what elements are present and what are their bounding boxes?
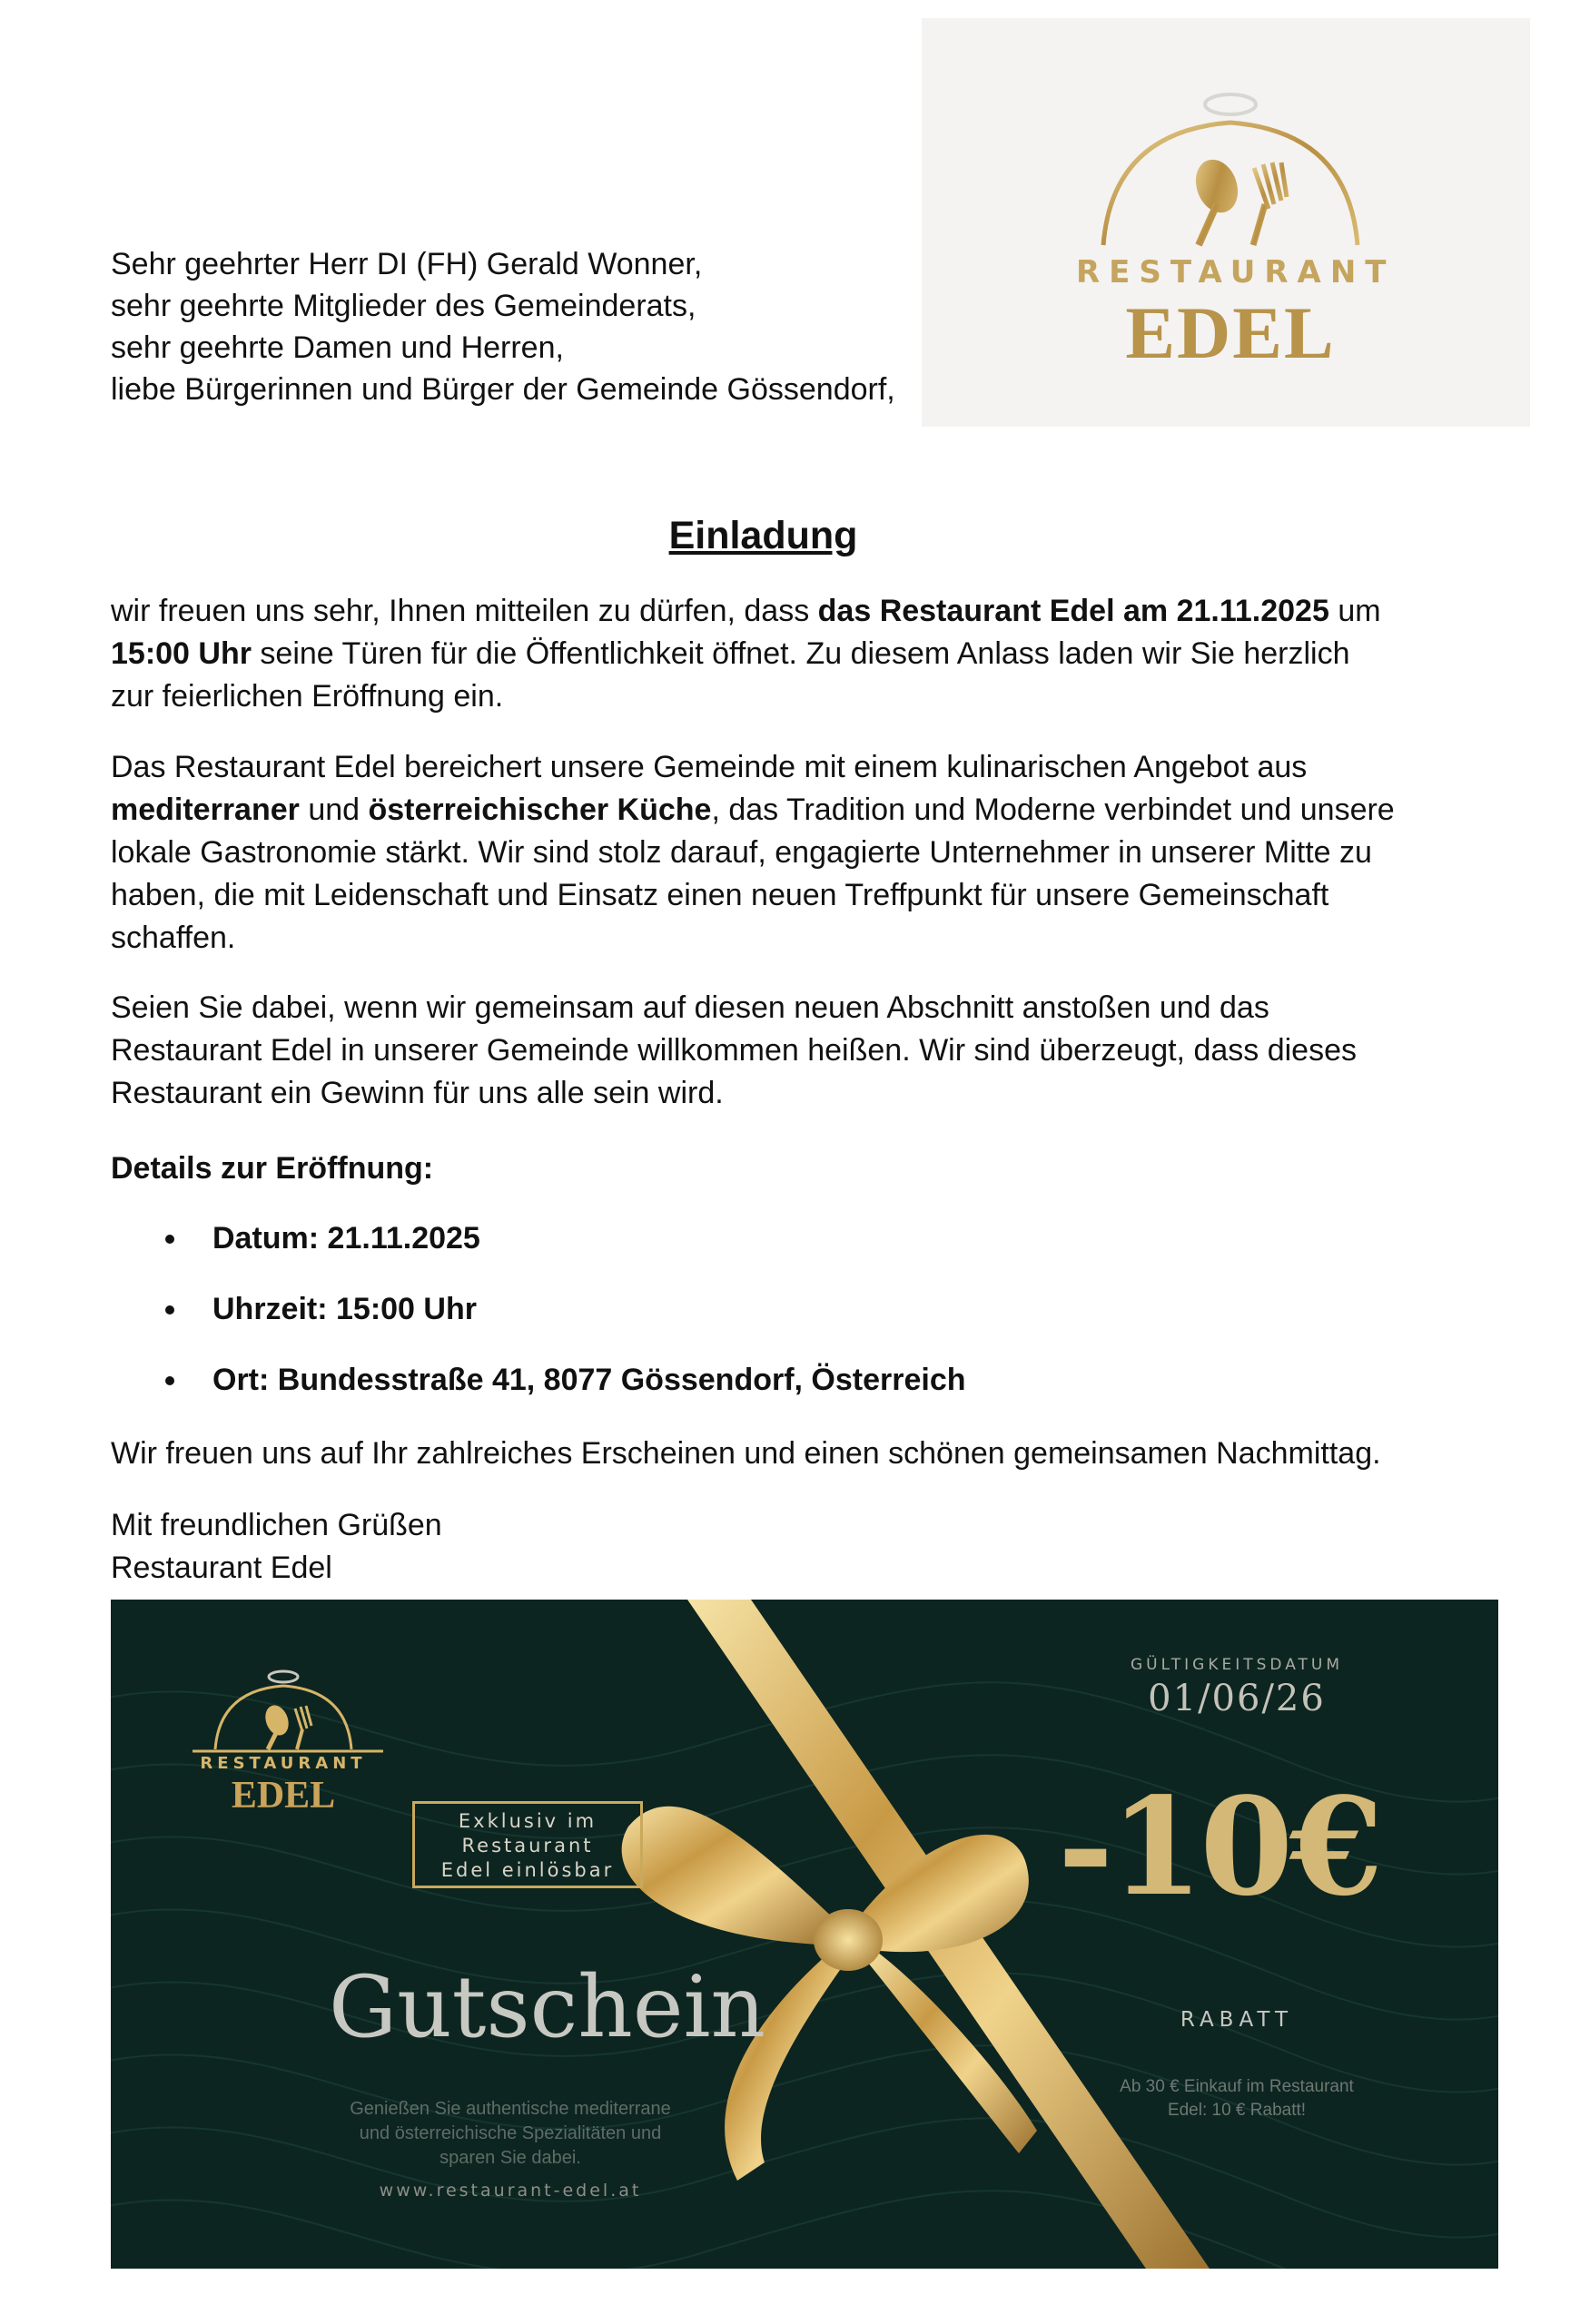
- paragraph-offer: [111, 746, 1427, 960]
- greeting-block: [111, 243, 928, 410]
- list-item: [111, 1292, 1382, 1363]
- voucher-description: [329, 2097, 692, 2171]
- text-line: Seien Sie dabei, wenn wir gemeinsam auf diesen neuen Abschnitt anstoßen und das: [111, 990, 1269, 1025]
- list-item: [111, 1363, 1382, 1433]
- text-segment-bold: 15:00 Uhr: [111, 636, 252, 671]
- document-title: Einladung: [668, 514, 858, 557]
- text-segment: um: [1328, 594, 1381, 628]
- bullet-icon: [165, 1305, 174, 1315]
- text-line: haben, die mit Leidenschaft und Einsatz einen neuen Treffpunkt für unsere Gemeinschaft: [111, 878, 1329, 912]
- badge-line: Restaurant: [461, 1835, 594, 1856]
- cloche-icon: [1049, 68, 1412, 268]
- discount-label: RABATT: [1180, 2008, 1294, 2032]
- paragraph-celebrate: [111, 987, 1427, 1115]
- text-segment: wir freuen uns sehr, Ihnen mitteilen zu dürfen, dass: [111, 594, 818, 628]
- greeting-line: Sehr geehrter Herr DI (FH) Gerald Wonner,: [111, 247, 703, 281]
- restaurant-logo: [922, 18, 1530, 427]
- voucher-title: Gutschein: [329, 1958, 766, 2057]
- discount-note: [1073, 2075, 1400, 2122]
- description-line: sparen Sie dabei.: [439, 2148, 581, 2168]
- badge-line: Edel einlösbar: [440, 1859, 615, 1881]
- exclusive-badge: [412, 1801, 643, 1888]
- bullet-icon: [165, 1376, 174, 1385]
- detail-location: Ort: Bundesstraße 41, 8077 Gössendorf, Österreich: [212, 1363, 966, 1397]
- signature-block: [111, 1504, 1427, 1590]
- text-segment-bold: mediterraner: [111, 793, 300, 827]
- text-line: lokale Gastronomie stärkt. Wir sind stolz darauf, engagierte Unternehmer in unserer Mitte zu: [111, 835, 1372, 870]
- description-line: Genießen Sie authentische mediterrane: [350, 2099, 671, 2119]
- voucher-url: www.restaurant-edel.at: [379, 2181, 642, 2201]
- text-segment-bold: österreichischer Küche: [368, 793, 712, 827]
- discount-amount: -10€: [1057, 1768, 1380, 1925]
- text-segment-bold: das Restaurant Edel am 21.11.2025: [817, 594, 1329, 628]
- text-segment: und: [299, 793, 369, 827]
- greeting-line: sehr geehrte Damen und Herren,: [111, 330, 564, 365]
- list-item: [111, 1221, 1382, 1292]
- voucher-card: [111, 1600, 1498, 2269]
- details-list: [111, 1221, 1382, 1433]
- badge-line: Exklusiv im: [458, 1810, 597, 1832]
- signature-line: Restaurant Edel: [111, 1551, 332, 1585]
- text-segment: , das Tradition und Moderne verbindet und unsere: [711, 793, 1395, 827]
- greeting-line: liebe Bürgerinnen und Bürger der Gemeinde Gössendorf,: [111, 372, 895, 407]
- text-line: zur feierlichen Eröffnung ein.: [111, 679, 504, 714]
- voucher-logo-edel: EDEL: [231, 1775, 336, 1817]
- signature-line: Mit freundlichen Grüßen: [111, 1508, 442, 1542]
- text-segment: seine Türen für die Öffentlichkeit öffnet. Zu diesem Anlass laden wir Sie herzlich: [251, 636, 1350, 671]
- voucher-logo-restaurant: RESTAURANT: [200, 1754, 367, 1773]
- text-line: Restaurant Edel in unserer Gemeinde willkommen heißen. Wir sind überzeugt, dass dieses: [111, 1033, 1357, 1068]
- validity-label: GÜLTIGKEITSDATUM: [1131, 1656, 1343, 1674]
- bullet-icon: [165, 1235, 174, 1244]
- detail-date: Datum: 21.11.2025: [212, 1221, 480, 1256]
- description-line: und österreichische Spezialitäten und: [359, 2123, 662, 2143]
- detail-time: Uhrzeit: 15:00 Uhr: [212, 1292, 477, 1326]
- note-line: Ab 30 € Einkauf im Restaurant: [1120, 2077, 1354, 2096]
- details-heading: Details zur Eröffnung:: [111, 1151, 434, 1186]
- note-line: Edel: 10 € Rabatt!: [1167, 2101, 1307, 2120]
- text-line: Restaurant ein Gewinn für uns alle sein wird.: [111, 1076, 724, 1110]
- logo-restaurant-text: RESTAURANT: [1076, 254, 1396, 290]
- text-line: Das Restaurant Edel bereichert unsere Gemeinde mit einem kulinarischen Angebot aus: [111, 750, 1308, 784]
- closing-text: Wir freuen uns auf Ihr zahlreiches Erscheinen und einen schönen gemeinsamen Nachmittag.: [111, 1436, 1381, 1471]
- text-line: schaffen.: [111, 921, 236, 955]
- logo-edel-text: EDEL: [1125, 291, 1336, 374]
- paragraph-intro: [111, 590, 1427, 718]
- greeting-line: sehr geehrte Mitglieder des Gemeinderats,: [111, 289, 696, 323]
- validity-date: 01/06/26: [1148, 1678, 1326, 1719]
